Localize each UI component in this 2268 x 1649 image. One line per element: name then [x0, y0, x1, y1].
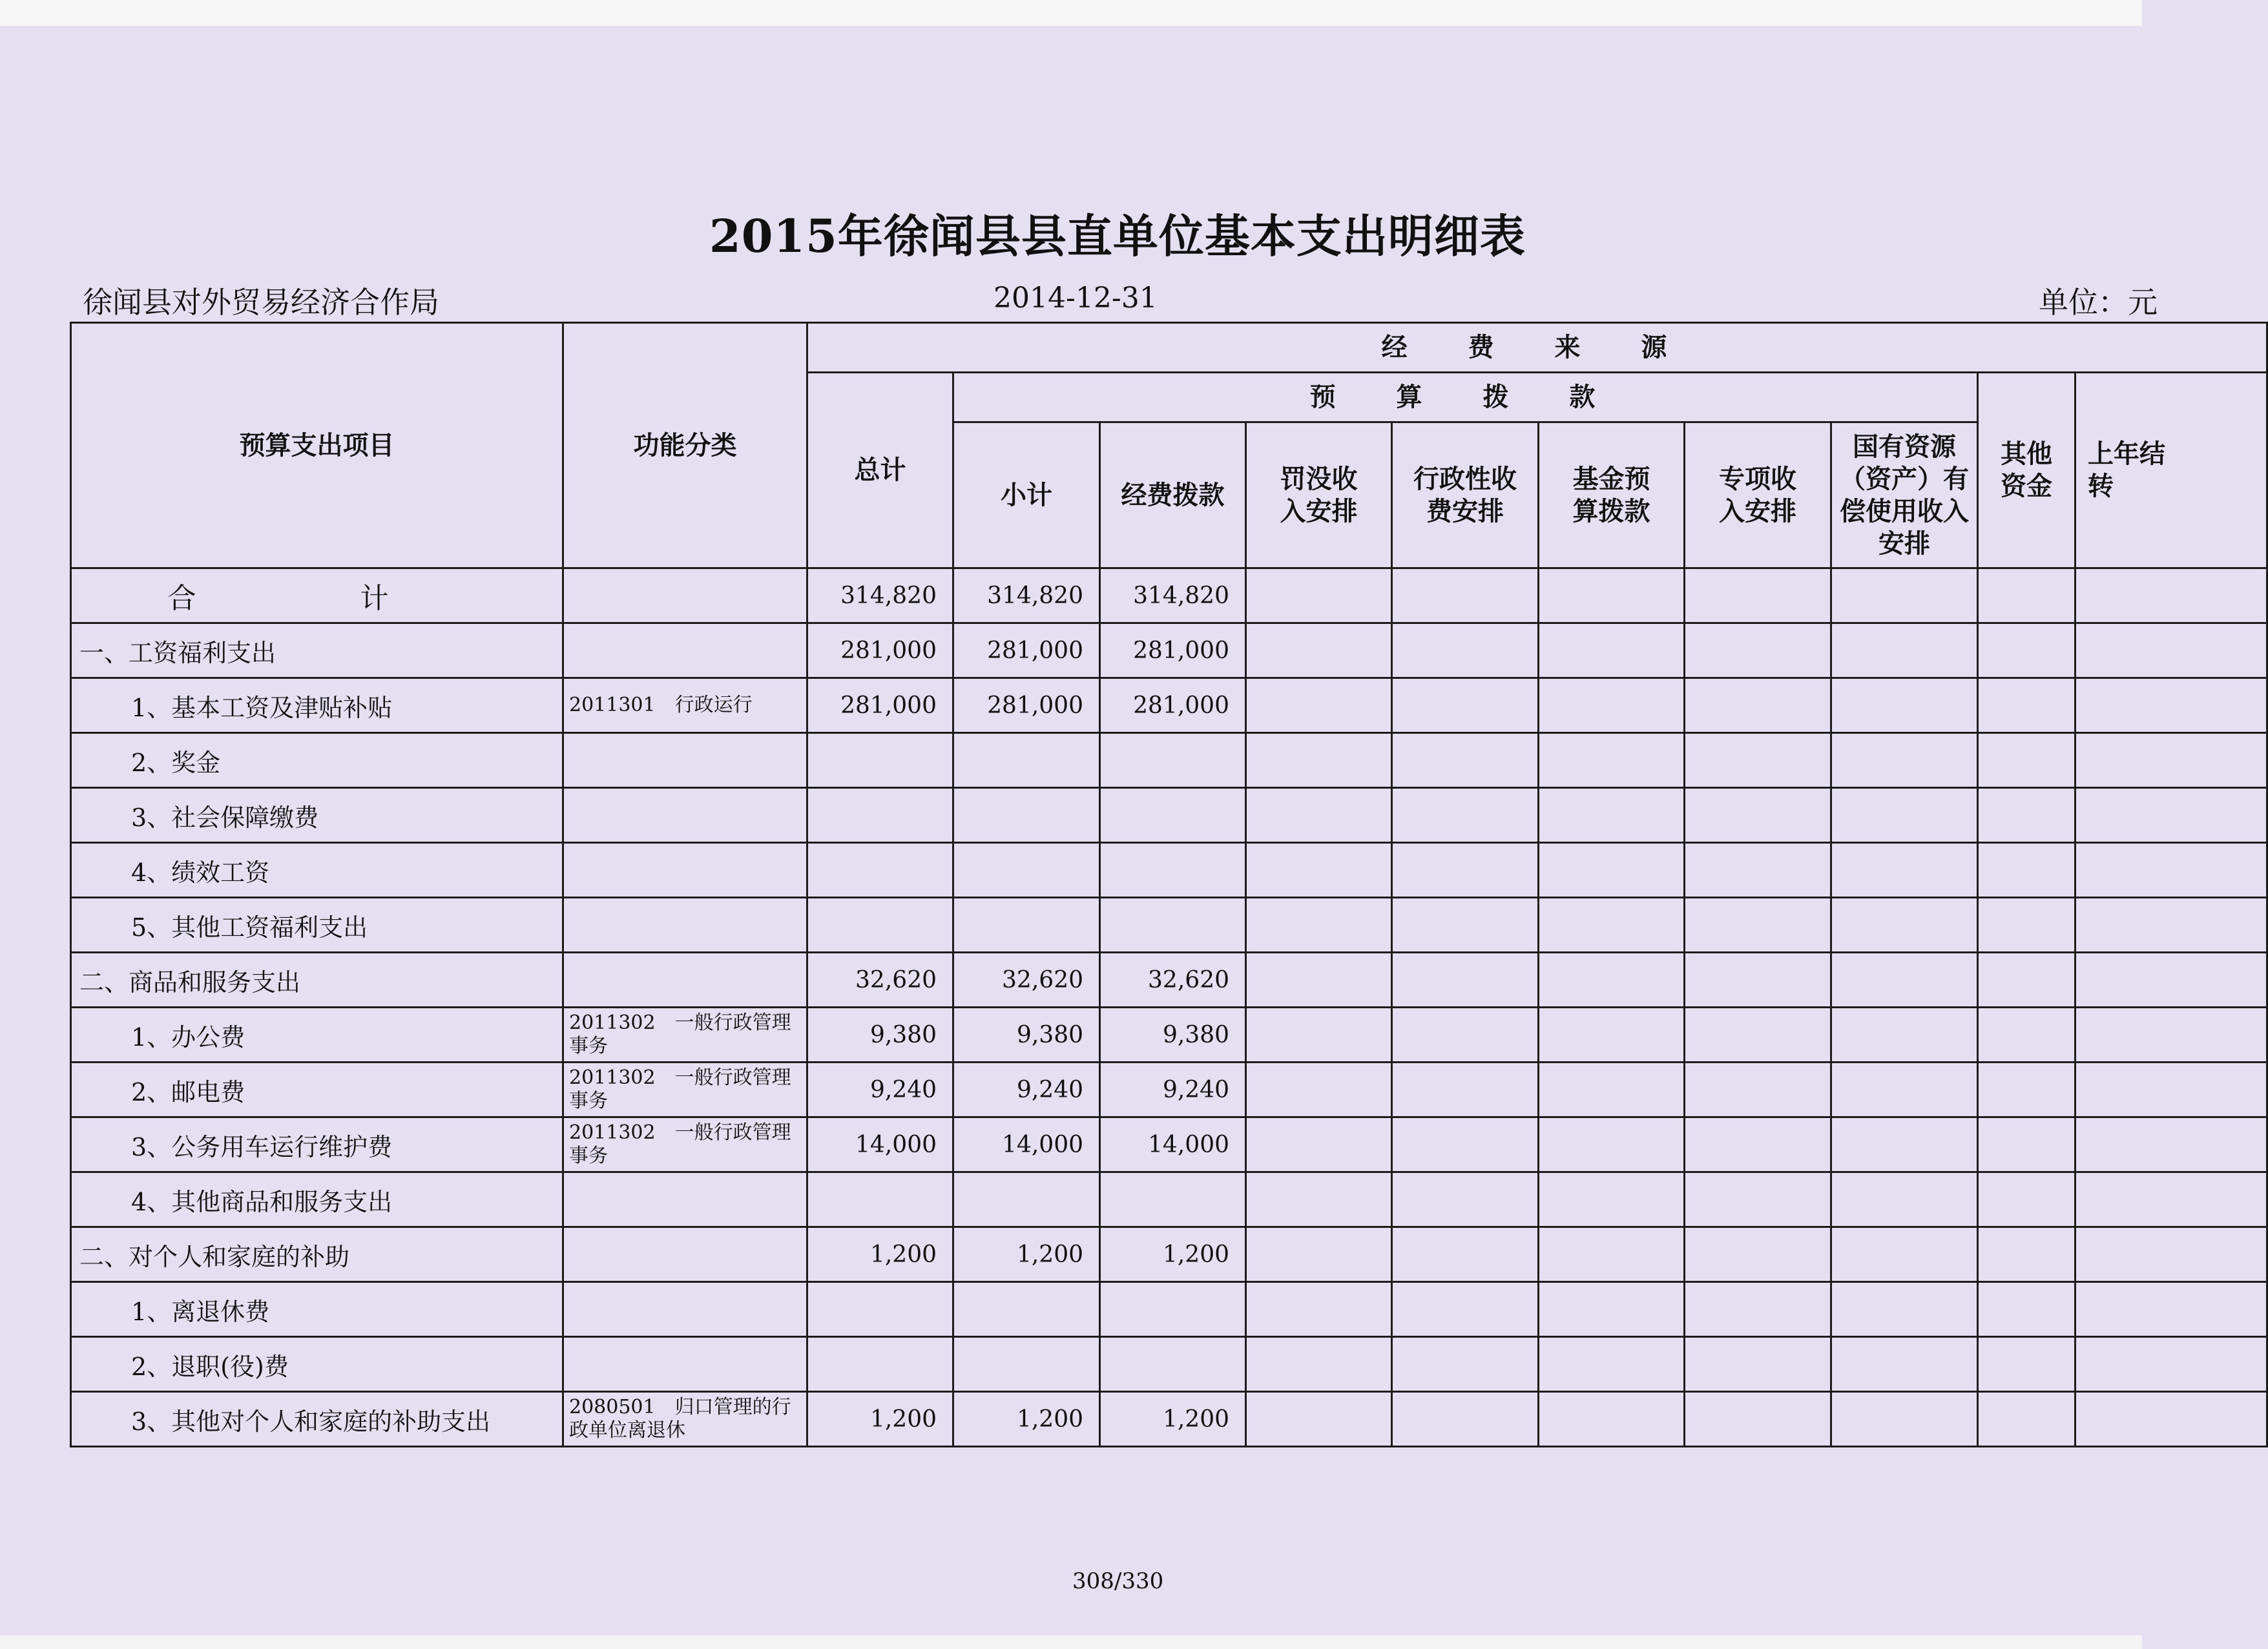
- table-row: [71, 1392, 2267, 1447]
- cell-empty: [1539, 1227, 1685, 1282]
- cell-empty: [1685, 678, 1831, 733]
- cell-item: 二、商品和服务支出: [71, 953, 563, 1008]
- cell-empty: [1392, 1282, 1539, 1337]
- cell-appropriation: 281,000: [1100, 678, 1246, 733]
- cell-empty: [1978, 1117, 2076, 1172]
- cell-empty: [1831, 1008, 1978, 1063]
- cell-empty: [1978, 1282, 2076, 1337]
- cell-empty: [1831, 1117, 1978, 1172]
- cell-empty: [1978, 1063, 2076, 1117]
- cell-empty: [1831, 568, 1978, 623]
- cell-appropriation: 9,380: [1100, 1008, 1246, 1063]
- cell-empty: [1978, 678, 2076, 733]
- cell-empty: [2076, 898, 2267, 953]
- cell-empty: [1831, 1063, 1978, 1117]
- header-prior-year: 上年结转: [2076, 373, 2267, 568]
- cell-total: [807, 1172, 953, 1227]
- document-title: 2015年徐闻县县直单位基本支出明细表: [709, 209, 1526, 263]
- cell-empty: [2076, 568, 2267, 623]
- cell-item: 5、其他工资福利支出: [71, 898, 563, 953]
- cell-empty: [1539, 1172, 1685, 1227]
- cell-empty: [1246, 1117, 1392, 1172]
- cell-empty: [1392, 1063, 1539, 1117]
- cell-subtotal: 281,000: [953, 678, 1100, 733]
- cell-total: [807, 898, 953, 953]
- table-row: [71, 568, 2267, 623]
- cell-item: 3、社会保障缴费: [71, 788, 563, 843]
- cell-appropriation: [1100, 1282, 1246, 1337]
- cell-appropriation: 1,200: [1100, 1392, 1246, 1447]
- organization-name: 徐闻县对外贸易经济合作局: [83, 285, 439, 320]
- cell-empty: [1392, 1227, 1539, 1282]
- cell-empty: [1685, 568, 1831, 623]
- cell-empty: [1539, 1282, 1685, 1337]
- cell-subtotal: 1,200: [953, 1392, 1100, 1447]
- cell-item: 一、工资福利支出: [71, 623, 563, 678]
- cell-appropriation: [1100, 898, 1246, 953]
- header-function: 功能分类: [563, 323, 807, 568]
- cell-empty: [1831, 623, 1978, 678]
- cell-total: 281,000: [807, 678, 953, 733]
- cell-empty: [1685, 1227, 1831, 1282]
- expenditure-table-wrapper: [70, 322, 2165, 1477]
- cell-empty: [1392, 1172, 1539, 1227]
- header-fund-budget: 基金预算拨款: [1539, 422, 1685, 568]
- cell-empty: [1978, 1392, 2076, 1447]
- cell-total: 14,000: [807, 1117, 953, 1172]
- cell-empty: [1978, 843, 2076, 898]
- cell-empty: [1392, 1337, 1539, 1392]
- header-other-funds: 其他资金: [1978, 373, 2076, 568]
- cell-total: 9,240: [807, 1063, 953, 1117]
- cell-empty: [1539, 953, 1685, 1008]
- page-number: 308/330: [1072, 1568, 1164, 1594]
- cell-subtotal: [953, 1282, 1100, 1337]
- cell-empty: [1978, 898, 2076, 953]
- header-funding-source: 经 费 来 源: [807, 323, 2267, 373]
- cell-empty: [1246, 898, 1392, 953]
- cell-empty: [1246, 1008, 1392, 1063]
- cell-total: 32,620: [807, 953, 953, 1008]
- cell-subtotal: 314,820: [953, 568, 1100, 623]
- cell-empty: [1392, 843, 1539, 898]
- table-row: [71, 1008, 2267, 1063]
- cell-empty: [1392, 1008, 1539, 1063]
- cell-subtotal: [953, 898, 1100, 953]
- cell-subtotal: [953, 788, 1100, 843]
- cell-appropriation: 1,200: [1100, 1227, 1246, 1282]
- cell-function: 2011302 一般行政管理事务: [563, 1063, 807, 1117]
- cell-appropriation: [1100, 843, 1246, 898]
- cell-empty: [1246, 1227, 1392, 1282]
- cell-empty: [1685, 953, 1831, 1008]
- cell-empty: [1978, 568, 2076, 623]
- cell-empty: [1831, 678, 1978, 733]
- cell-total: 9,380: [807, 1008, 953, 1063]
- cell-total: 1,200: [807, 1227, 953, 1282]
- cell-total: [807, 843, 953, 898]
- cell-function: [563, 1282, 807, 1337]
- cell-item: 4、绩效工资: [71, 843, 563, 898]
- cell-empty: [1831, 788, 1978, 843]
- header-total: 总计: [807, 373, 953, 568]
- cell-empty: [1831, 1337, 1978, 1392]
- cell-empty: [1246, 678, 1392, 733]
- cell-item: 1、离退休费: [71, 1282, 563, 1337]
- cell-empty: [1539, 1392, 1685, 1447]
- cell-subtotal: 32,620: [953, 953, 1100, 1008]
- cell-appropriation: [1100, 733, 1246, 788]
- cell-empty: [1539, 1337, 1685, 1392]
- cell-function: [563, 953, 807, 1008]
- cell-empty: [2076, 1117, 2267, 1172]
- scan-top-edge: [0, 0, 2142, 26]
- cell-item: 3、公务用车运行维护费: [71, 1117, 563, 1172]
- cell-empty: [1539, 678, 1685, 733]
- header-state-assets: 国有资源（资产）有偿使用收入安排: [1831, 422, 1978, 568]
- cell-empty: [1978, 788, 2076, 843]
- cell-item: 二、对个人和家庭的补助: [71, 1227, 563, 1282]
- cell-subtotal: [953, 843, 1100, 898]
- cell-empty: [1392, 568, 1539, 623]
- cell-empty: [1246, 1392, 1392, 1447]
- header-item: 预算支出项目: [71, 323, 563, 568]
- cell-appropriation: 9,240: [1100, 1063, 1246, 1117]
- cell-empty: [1685, 1008, 1831, 1063]
- expenditure-table: [70, 322, 2268, 1447]
- cell-function: [563, 898, 807, 953]
- cell-function: [563, 623, 807, 678]
- cell-appropriation: 32,620: [1100, 953, 1246, 1008]
- cell-empty: [1539, 623, 1685, 678]
- cell-empty: [1685, 1392, 1831, 1447]
- cell-item: 1、基本工资及津贴补贴: [71, 678, 563, 733]
- cell-empty: [1831, 1282, 1978, 1337]
- cell-empty: [1392, 788, 1539, 843]
- table-row: [71, 733, 2267, 788]
- cell-subtotal: 9,380: [953, 1008, 1100, 1063]
- cell-empty: [1539, 1008, 1685, 1063]
- cell-empty: [2076, 1392, 2267, 1447]
- cell-empty: [2076, 733, 2267, 788]
- cell-empty: [1685, 1063, 1831, 1117]
- table-row: [71, 953, 2267, 1008]
- cell-empty: [1978, 953, 2076, 1008]
- cell-function: [563, 1227, 807, 1282]
- cell-empty: [2076, 843, 2267, 898]
- cell-empty: [1685, 1282, 1831, 1337]
- cell-empty: [1392, 1392, 1539, 1447]
- table-row: [71, 623, 2267, 678]
- cell-empty: [1831, 733, 1978, 788]
- cell-empty: [2076, 788, 2267, 843]
- cell-subtotal: [953, 1337, 1100, 1392]
- cell-empty: [1978, 733, 2076, 788]
- cell-empty: [1978, 623, 2076, 678]
- cell-appropriation: [1100, 1172, 1246, 1227]
- cell-subtotal: [953, 733, 1100, 788]
- cell-empty: [1685, 1172, 1831, 1227]
- cell-empty: [2076, 1337, 2267, 1392]
- cell-function: 2011302 一般行政管理事务: [563, 1008, 807, 1063]
- scan-bottom-edge: [0, 1635, 2142, 1649]
- cell-empty: [1246, 733, 1392, 788]
- header-appropriation: 经费拨款: [1100, 422, 1246, 568]
- cell-function: [563, 1337, 807, 1392]
- cell-function: [563, 1172, 807, 1227]
- table-row: [71, 898, 2267, 953]
- cell-total: [807, 788, 953, 843]
- cell-function: [563, 788, 807, 843]
- cell-function: 2011302 一般行政管理事务: [563, 1117, 807, 1172]
- cell-total: 281,000: [807, 623, 953, 678]
- table-row: [71, 1227, 2267, 1282]
- currency-unit: 单位：元: [2039, 285, 2158, 320]
- cell-empty: [1392, 678, 1539, 733]
- cell-subtotal: 281,000: [953, 623, 1100, 678]
- table-row: [71, 678, 2267, 733]
- cell-function: [563, 733, 807, 788]
- cell-empty: [1539, 788, 1685, 843]
- cell-empty: [1831, 1172, 1978, 1227]
- cell-empty: [1539, 1117, 1685, 1172]
- cell-empty: [1685, 843, 1831, 898]
- cell-subtotal: 14,000: [953, 1117, 1100, 1172]
- cell-empty: [1246, 1282, 1392, 1337]
- table-row: [71, 1117, 2267, 1172]
- cell-empty: [1246, 1172, 1392, 1227]
- cell-empty: [1978, 1172, 2076, 1227]
- table-row: [71, 1282, 2267, 1337]
- cell-empty: [2076, 953, 2267, 1008]
- cell-empty: [1246, 788, 1392, 843]
- cell-item: 合 计: [71, 568, 563, 623]
- cell-empty: [1831, 1392, 1978, 1447]
- cell-empty: [1539, 1063, 1685, 1117]
- cell-empty: [1831, 898, 1978, 953]
- cell-item: 2、奖金: [71, 733, 563, 788]
- cell-appropriation: 314,820: [1100, 568, 1246, 623]
- cell-empty: [1685, 898, 1831, 953]
- cell-empty: [1392, 1117, 1539, 1172]
- cell-empty: [1539, 568, 1685, 623]
- table-row: [71, 788, 2267, 843]
- table-body: [71, 568, 2267, 1447]
- cell-empty: [1685, 1337, 1831, 1392]
- table-row: [71, 1063, 2267, 1117]
- cell-empty: [1685, 623, 1831, 678]
- cell-empty: [1392, 623, 1539, 678]
- cell-total: [807, 733, 953, 788]
- cell-empty: [1246, 843, 1392, 898]
- header-special-income: 专项收入安排: [1685, 422, 1831, 568]
- cell-empty: [1539, 733, 1685, 788]
- report-date: 2014-12-31: [994, 282, 1158, 315]
- cell-function: 2080501 归口管理的行政单位离退休: [563, 1392, 807, 1447]
- cell-empty: [1978, 1227, 2076, 1282]
- cell-total: 314,820: [807, 568, 953, 623]
- cell-empty: [1685, 733, 1831, 788]
- cell-function: [563, 568, 807, 623]
- cell-item: 2、邮电费: [71, 1063, 563, 1117]
- cell-total: 1,200: [807, 1392, 953, 1447]
- cell-empty: [1978, 1008, 2076, 1063]
- cell-subtotal: 1,200: [953, 1227, 1100, 1282]
- cell-empty: [1831, 1227, 1978, 1282]
- cell-empty: [1392, 953, 1539, 1008]
- cell-subtotal: [953, 1172, 1100, 1227]
- cell-empty: [1392, 898, 1539, 953]
- cell-total: [807, 1337, 953, 1392]
- cell-empty: [1246, 1337, 1392, 1392]
- cell-empty: [1246, 623, 1392, 678]
- cell-empty: [1685, 1117, 1831, 1172]
- cell-appropriation: [1100, 788, 1246, 843]
- cell-empty: [2076, 1063, 2267, 1117]
- cell-empty: [2076, 678, 2267, 733]
- cell-empty: [2076, 1172, 2267, 1227]
- cell-empty: [1246, 568, 1392, 623]
- cell-empty: [1831, 953, 1978, 1008]
- cell-item: 2、退职(役)费: [71, 1337, 563, 1392]
- header-budget: 预 算 拨 款: [953, 373, 1978, 422]
- cell-item: 3、其他对个人和家庭的补助支出: [71, 1392, 563, 1447]
- cell-total: [807, 1282, 953, 1337]
- cell-empty: [2076, 623, 2267, 678]
- cell-empty: [1246, 1063, 1392, 1117]
- cell-appropriation: 14,000: [1100, 1117, 1246, 1172]
- cell-empty: [2076, 1008, 2267, 1063]
- cell-appropriation: 281,000: [1100, 623, 1246, 678]
- header-fines: 罚没收入安排: [1246, 422, 1392, 568]
- header-admin-fees: 行政性收费安排: [1392, 422, 1539, 568]
- table-row: [71, 1337, 2267, 1392]
- cell-empty: [1685, 788, 1831, 843]
- cell-item: 1、办公费: [71, 1008, 563, 1063]
- cell-function: 2011301 行政运行: [563, 678, 807, 733]
- table-row: [71, 843, 2267, 898]
- cell-empty: [2076, 1227, 2267, 1282]
- cell-function: [563, 843, 807, 898]
- header-subtotal: 小计: [953, 422, 1100, 568]
- cell-appropriation: [1100, 1337, 1246, 1392]
- cell-item: 4、其他商品和服务支出: [71, 1172, 563, 1227]
- table-row: [71, 1172, 2267, 1227]
- cell-empty: [1539, 898, 1685, 953]
- cell-empty: [1246, 953, 1392, 1008]
- cell-subtotal: 9,240: [953, 1063, 1100, 1117]
- cell-empty: [1831, 843, 1978, 898]
- cell-empty: [1392, 733, 1539, 788]
- cell-empty: [2076, 1282, 2267, 1337]
- cell-empty: [1539, 843, 1685, 898]
- cell-empty: [1978, 1337, 2076, 1392]
